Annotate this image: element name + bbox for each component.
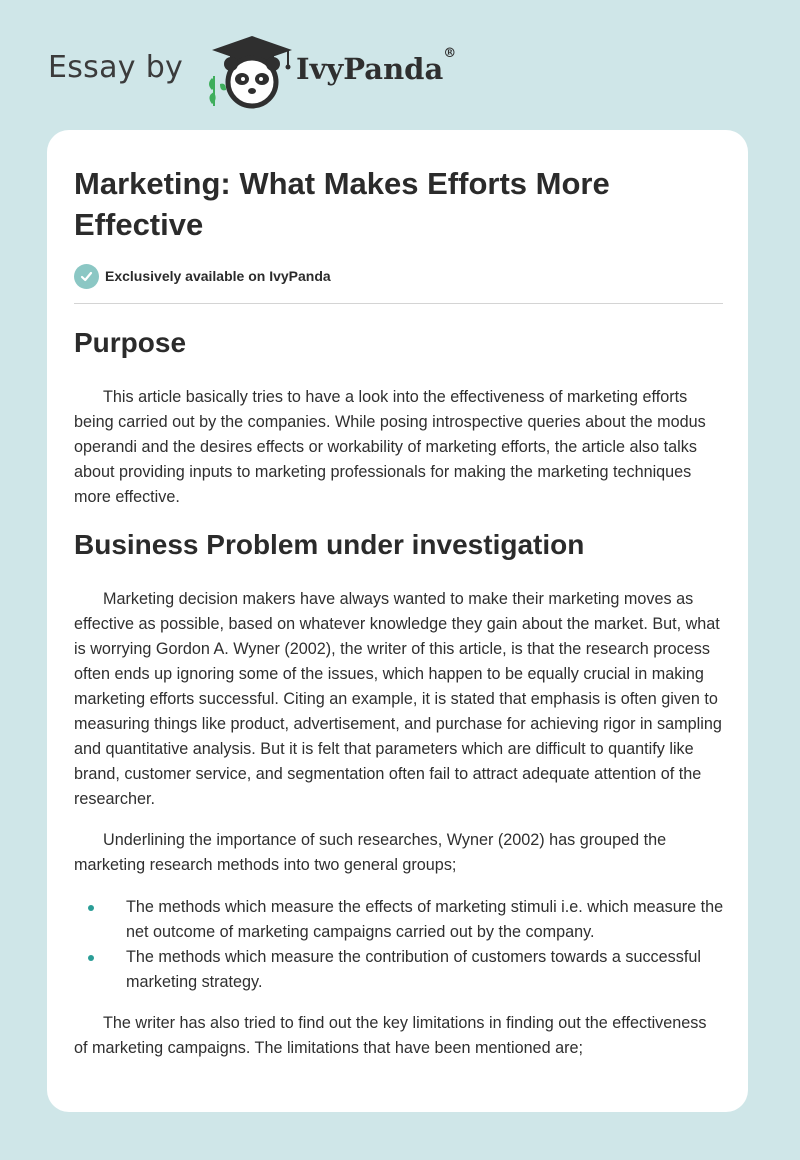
methods-list bbox=[74, 895, 724, 995]
paragraph: Underlining the importance of such researches, Wyner (2002) has grouped the marketing research methods into two general groups; bbox=[74, 831, 667, 874]
essay-title: Marketing: What Makes Efforts More Effective bbox=[74, 166, 610, 242]
section-heading-business-problem: Business Problem under investigation bbox=[74, 529, 585, 560]
paragraph: The writer has also tried to find out the key limitations in finding out the effectiveness of marketing campaigns. The limitations that have been mentioned are; bbox=[74, 1014, 707, 1057]
ivypanda-logo-icon[interactable] bbox=[200, 34, 296, 110]
title-divider bbox=[74, 303, 723, 304]
list-item-text: The methods which measure the contribution of customers towards a successful marketing strategy. bbox=[126, 948, 701, 991]
site-header bbox=[0, 0, 800, 130]
paragraph: This article basically tries to have a look into the effectiveness of marketing efforts being carried out by the companies. While posing introspective queries about the modus operandi and the desires effects or workability of marketing efforts, the article also talks about providing inputs to marketing professionals for making the marketing techniques more effective. bbox=[74, 388, 706, 506]
list-item bbox=[74, 895, 724, 945]
list-item-text: The methods which measure the effects of marketing stimuli i.e. which measure the net outcome of marketing campaigns carried out by the company. bbox=[126, 898, 724, 941]
exclusive-text: Exclusively available on IvyPanda bbox=[105, 268, 331, 284]
registered-mark: ® bbox=[443, 46, 457, 61]
list-item bbox=[74, 945, 724, 995]
bullet-icon bbox=[88, 905, 94, 911]
ivypanda-brand[interactable] bbox=[296, 46, 457, 86]
bullet-icon bbox=[88, 955, 94, 961]
section-heading-purpose: Purpose bbox=[74, 327, 187, 358]
brand-name: IvyPanda bbox=[296, 52, 444, 86]
essay-card bbox=[47, 130, 748, 1112]
essay-by-label: Essay by bbox=[48, 50, 184, 85]
check-icon bbox=[74, 264, 99, 289]
exclusive-badge bbox=[74, 263, 331, 289]
paragraph: Marketing decision makers have always wanted to make their marketing moves as effective as possible, based on whatever knowledge they gain about the market. But, what is worrying Gordon A. Wyner (2002), the writer of this article, is that the research process often ends up ignoring some of the issues, which happen to be equally crucial in making marketing efforts successful. Citing an example, it is stated that emphasis is often given to measuring things like product, advertisement, and purchase for achieving rigor in sampling and quantitative analysis. But it is felt that parameters which are difficult to quantify like brand, customer service, and segmentation often fail to attract adequate attention of the researcher. bbox=[74, 590, 722, 808]
